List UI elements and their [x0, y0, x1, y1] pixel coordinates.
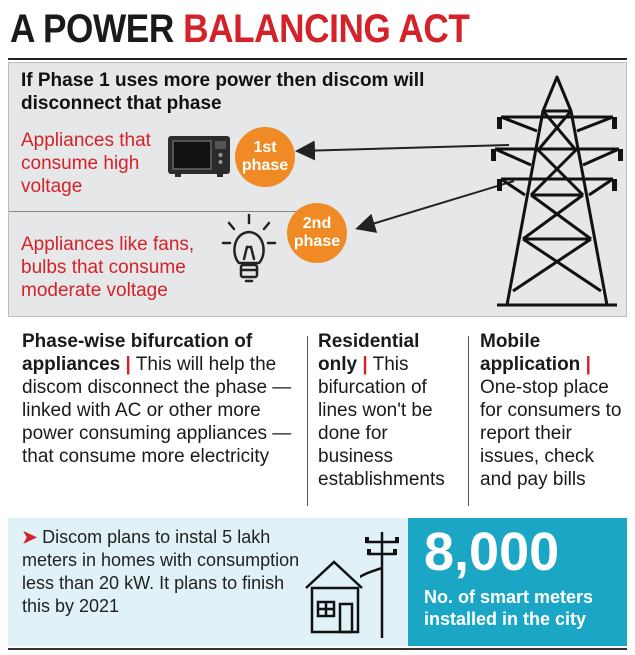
- column-1-body: This will help the discom disconnect the phase — linked with AC or other more power consuming appliances — that consume more electricity: [22, 354, 292, 467]
- column-mobile-app: [480, 330, 625, 491]
- column-2-body: This bifurcation of lines won't be done for business establishments: [318, 354, 445, 490]
- phase-1-word: phase: [241, 157, 289, 174]
- phase-explainer-panel: [8, 62, 627, 317]
- appliance-high-voltage-label: Appliances that consume high voltage: [21, 130, 151, 197]
- column-phase-wise: [22, 330, 297, 468]
- smart-meter-caption: No. of smart meters installed in the city: [424, 587, 594, 629]
- smart-meter-count: 8,000: [424, 522, 560, 582]
- phase-2-number: 2nd: [302, 215, 332, 232]
- column-divider: [307, 336, 308, 506]
- transmission-tower-icon: [487, 71, 627, 311]
- column-residential: [318, 330, 463, 491]
- panel-heading: If Phase 1 uses more power then discom will disconnect that phase: [21, 70, 425, 114]
- panel-divider: [9, 211, 319, 212]
- meter-plan-body: Discom plans to instal 5 lakh meters in homes with consumption less than 20 kW. It plans to finish this by 2021: [22, 527, 300, 616]
- column-3-body: One-stop place for consumers to report their issues, check and pay bills: [480, 377, 622, 490]
- column-2-separator: |: [362, 354, 368, 375]
- title-divider: [8, 58, 627, 60]
- column-3-separator: |: [585, 354, 591, 375]
- column-1-heading: Phase-wise bifurcation of appliances: [22, 331, 253, 375]
- utility-pole-icon: [360, 528, 404, 640]
- column-divider: [468, 336, 469, 506]
- title-part-red: BALANCING ACT: [183, 7, 470, 51]
- meter-plan-text: [22, 526, 302, 618]
- phase-1-badge: [235, 127, 295, 187]
- title-part-black: A POWER: [10, 7, 174, 51]
- page-title: [10, 2, 469, 56]
- appliance-moderate-voltage-label: Appliances like fans, bulbs that consume moderate voltage: [21, 234, 195, 301]
- meter-plan-box: [8, 518, 408, 646]
- bottom-divider: [8, 648, 627, 650]
- phase-1-number: 1st: [253, 139, 277, 156]
- arrow-icon: ➤: [22, 527, 38, 547]
- column-1-separator: |: [125, 354, 131, 375]
- arrow-icon: [289, 123, 519, 243]
- smart-meter-stat-box: [408, 518, 627, 646]
- column-2-heading: Residential only: [318, 331, 420, 375]
- lightbulb-icon: [221, 213, 277, 287]
- phase-2-word: phase: [293, 233, 341, 250]
- column-3-heading: Mobile application: [480, 331, 581, 375]
- microwave-icon: [167, 135, 231, 177]
